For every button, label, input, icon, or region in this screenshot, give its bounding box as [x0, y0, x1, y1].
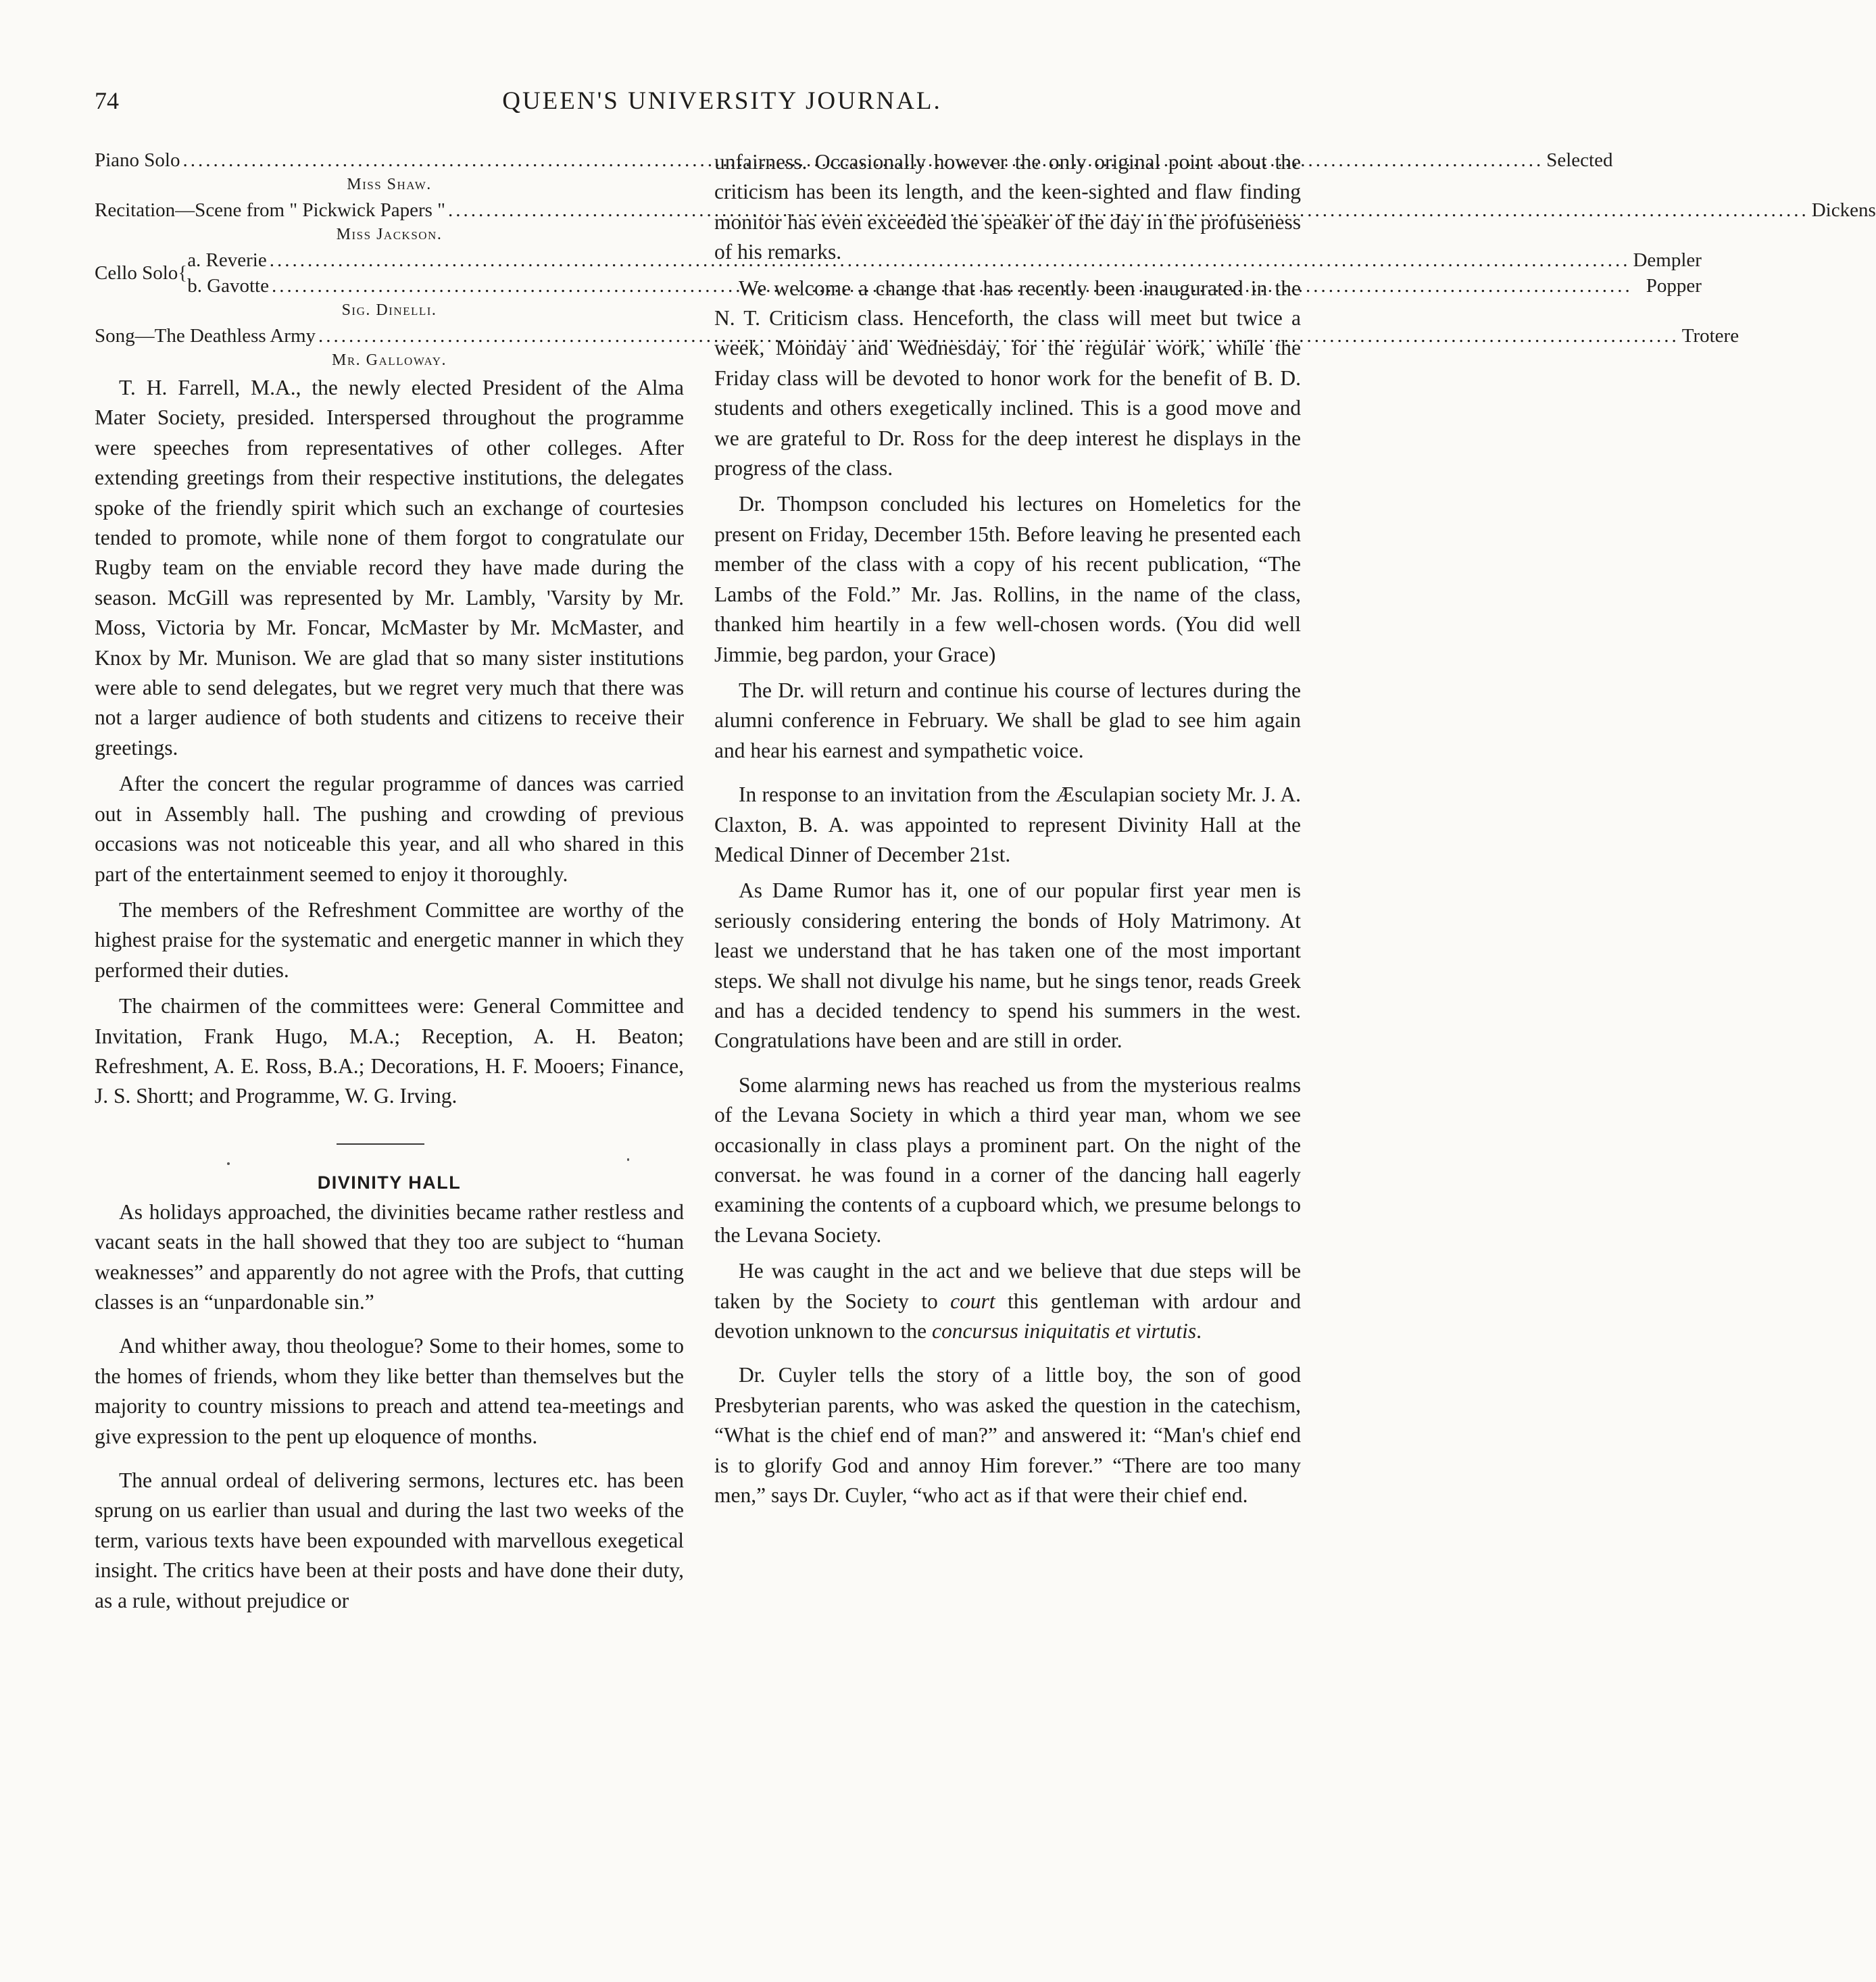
programme-item-piece: Dickens — [1811, 199, 1876, 221]
programme-item-label: b. Gavotte — [187, 275, 269, 297]
body-paragraph: Some alarming news has reached us from the mysterious realms of the Levana Society in which a third year man, whom we see occasionally in class plays a prominent part. On the night of the conversat. he was found in a corner of the dancing hall eagerly examining the contents of a cupboard which, we presume belongs to the Levana Society. — [714, 1072, 1301, 1247]
body-paragraph: unfairness. Occasionally however the only original point about the criticism has been its length, and the keen-sighted and flaw finding monitor has even exceeded the speaker of the day in the profuseness of his remarks. — [714, 150, 1301, 264]
programme-performer: Sig. Dinelli. — [341, 301, 437, 319]
programme-performer: Mr. Galloway. — [332, 351, 447, 369]
programme-item — [95, 197, 1876, 223]
programme-item-label: a. Reverie — [187, 249, 267, 271]
programme-item — [95, 323, 1739, 349]
text-run: He was caught in the act and we believe that due steps will be taken by the Society to — [714, 1259, 1301, 1313]
programme-item-label: Cello Solo — [95, 262, 178, 284]
programme-item-cello — [95, 247, 1702, 299]
brace-glyph: { — [178, 262, 188, 284]
programme-item-label: Recitation—Scene from " Pickwick Papers " — [95, 199, 445, 221]
body-paragraph: We welcome a change that has recently been inaugurated in the N. T. Criticism class. Henceforth, the class will meet but twice a week, Monday and Wednesday, for the regular work, while the Friday class will be devoted to honor work for the benefit of B. D. students and others exegetically inclined. This is a good move and we are grateful to Dr. Ross for the deep interest he displays in the progress of the class. — [714, 276, 1301, 480]
programme-performer: Miss Shaw. — [347, 176, 432, 193]
body-paragraph: Dr. Thompson concluded his lectures on Homeletics for the present on Friday, December 15th. Before leaving he presented each member of the class with a copy of his recent publication, “The Lambs of the Fold.” Mr. Jas. Rollins, in the name of the class, thanked him heartily in a few well-chosen words. (You did well Jimmie, beg pardon, your Grace) — [714, 492, 1301, 666]
programme-performer: Miss Jackson. — [336, 226, 443, 243]
latin-phrase: concursus iniquitatis et virtutis — [931, 1319, 1197, 1343]
programme-item-piece: Trotere — [1681, 325, 1739, 347]
text-run: . — [1196, 1319, 1202, 1343]
programme-item-piece: Dempler — [1633, 249, 1702, 271]
text-run: this gentleman with ardour and devotion unknown to the — [714, 1289, 1301, 1343]
programme-item-piece: Selected — [1546, 149, 1613, 171]
body-paragraph: Dr. Cuyler tells the story of a little boy, the son of good Presbyterian parents, who was asked the question in the catechism, “What is the chief end of man?” and answered it: “Man's chief end is to glorify God and annoy Him forever.” “There are too many men,” says Dr. Cuyler, “who act as if that were their chief end. — [714, 1363, 1301, 1508]
body-paragraph: The Dr. will return and continue his course of lectures during the alumni conference in February. We shall be glad to see him again and hear his earnest and sympathetic voice. — [714, 678, 1301, 762]
body-paragraph: In response to an invitation from the Æsculapian society Mr. J. A. Claxton, B. A. was appointed to represent Divinity Hall at the Medical Dinner of December 21st. — [714, 783, 1301, 866]
body-paragraph: As Dame Rumor has it, one of our popular first year men is seriously considering entering the bonds of Holy Matrimony. At least we understand that he has taken one of the most important steps. We shall not divulge his name, but he sings tenor, reads Greek and has a decided tendency to spend his summers in the west. Congratulations have been and are still in order. — [714, 878, 1301, 1053]
body-paragraph: And whither away, thou theologue? Some to their homes, some to the homes of friends, whom they like better than themselves but the majority to country missions to preach and attend tea-meetings and give expression to the pent up eloquence of months. — [95, 1334, 684, 1448]
body-paragraph-court — [714, 1256, 1301, 1346]
programme-item-piece: Popper — [1646, 275, 1702, 297]
body-paragraph: The members of the Refreshment Committee are worthy of the highest praise for the systematic and energetic manner in which they performed their duties. — [95, 897, 684, 982]
body-paragraph: T. H. Farrell, M.A., the newly elected President of the Alma Mater Society, presided. Interspersed throughout the programme were speeches from representatives of other colleges. After extending greetings from their respective institutions, the delegates spoke of the friendly spirit which such an exchange of courtesies tended to promote, while none of them forgot to congratulate our Rugby team on the enviable record they have made during the season. McGill was represented by Mr. Lambly, 'Varsity by Mr. Moss, Victoria by Mr. Foncar, McMaster by Mr. McMaster, and Knox by Mr. Munison. We are glad that so many sister institutions were able to send delegates, but we regret very much that there was not a larger audience of both students and citizens to receive their greetings. — [95, 376, 684, 760]
body-paragraph: As holidays approached, the divinities became rather restless and vacant seats in the hall showed that they too are subject to “human weaknesses” and apparently do not agree with the Profs, that cutting classes is an “unpardonable sin.” — [95, 1199, 684, 1314]
italic-run: court — [950, 1289, 995, 1313]
running-head — [95, 86, 1350, 127]
journal-title: QUEEN'S UNIVERSITY JOURNAL. — [502, 87, 942, 115]
programme-item-label: Song—The Deathless Army — [95, 325, 316, 347]
right-column — [714, 147, 1301, 1516]
section-divider — [337, 1143, 424, 1145]
programme-item — [95, 147, 1613, 173]
page-number: 74 — [95, 87, 119, 114]
body-paragraph: After the concert the regular programme of dances was carried out in Assembly hall. The pushing and crowding of previous occasions was not noticeable this year, and all who shared in this part of the entertainment seemed to enjoy it thoroughly. — [95, 772, 684, 886]
body-paragraph: The annual ordeal of delivering sermons, lectures etc. has been sprung on us earlier than usual and during the last two weeks of the term, various texts have been expounded with marvellous exegetical insight. The critics have been at their posts and have done their duty, as a rule, without prejudice or — [95, 1468, 684, 1612]
section-heading: DIVINITY HALL — [317, 1172, 462, 1193]
body-paragraph: The chairmen of the committees were: General Committee and Invitation, Frank Hugo, M.A.; Reception, A. H. Beaton; Refreshment, A. E. Ross, B.A.; Decorations, H. F. Mooers; Finance, J. S. Shortt; and Programme, W. G. Irving. — [95, 994, 684, 1108]
section-divider-zone — [95, 1118, 684, 1168]
print-speck — [227, 1162, 230, 1165]
print-speck — [627, 1158, 629, 1161]
programme-item-label: Piano Solo — [95, 149, 180, 171]
